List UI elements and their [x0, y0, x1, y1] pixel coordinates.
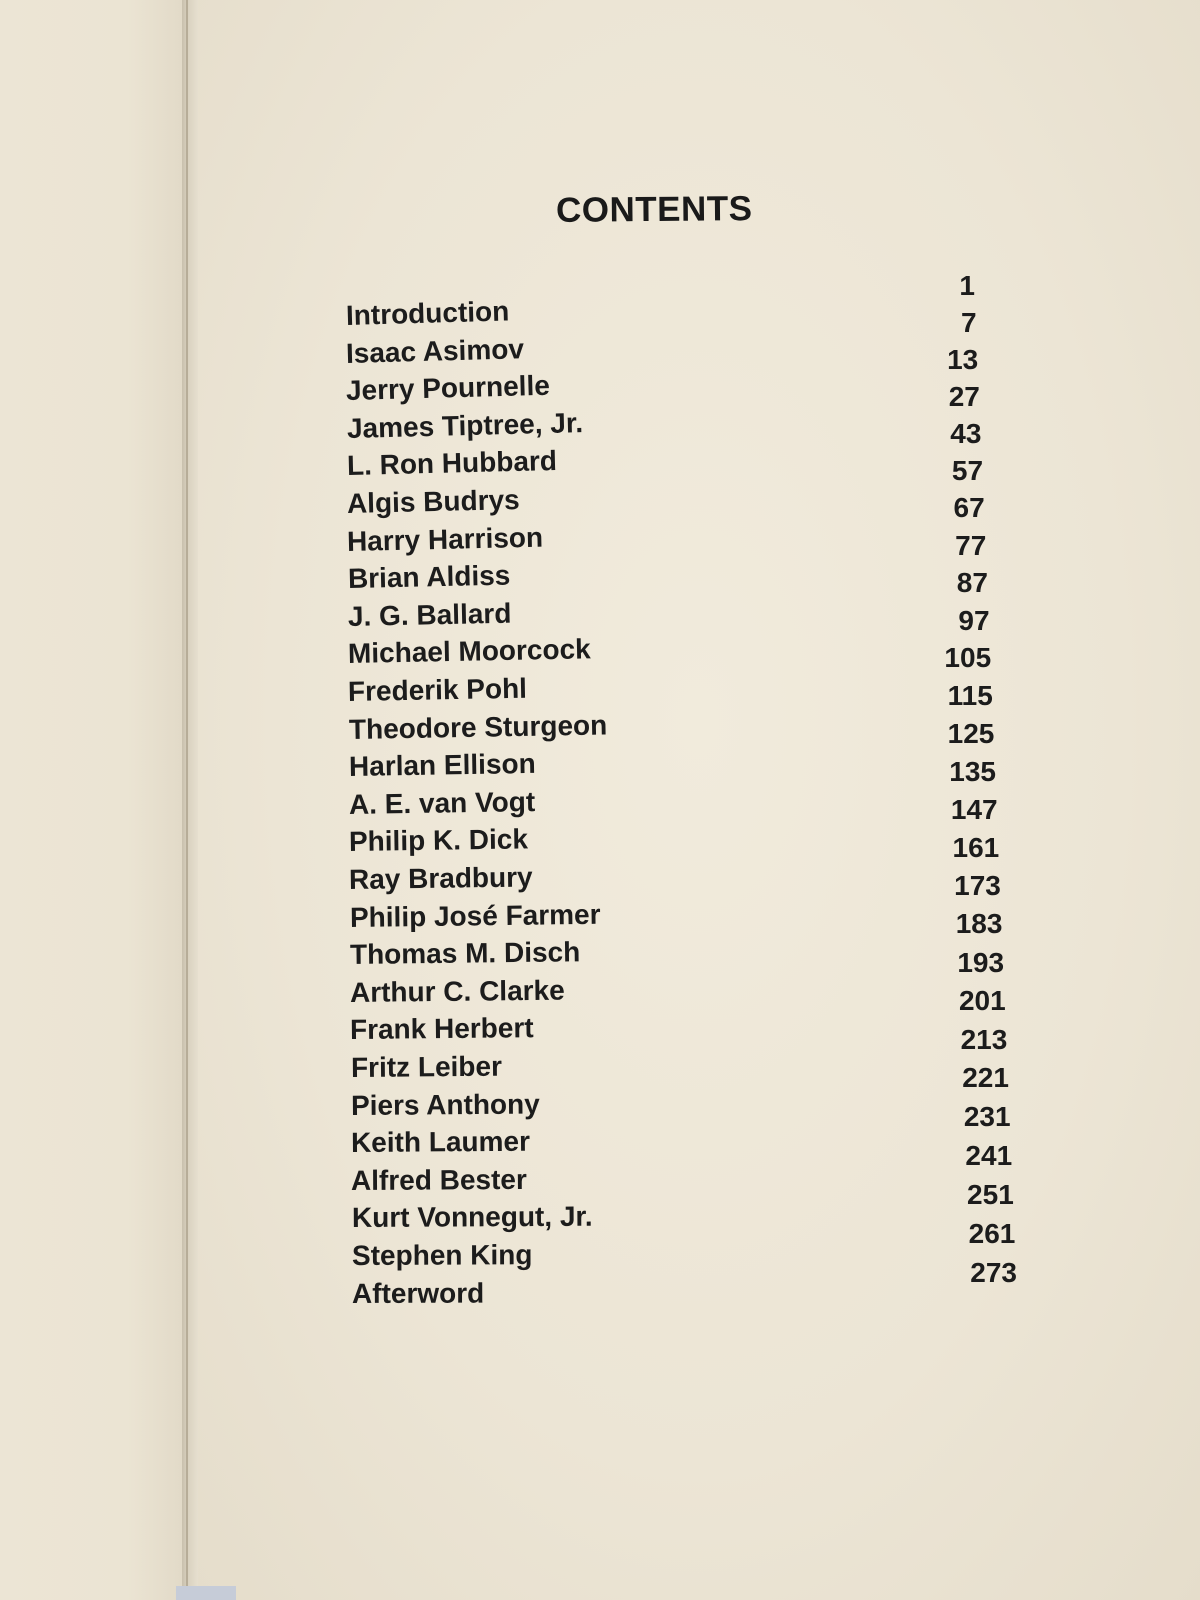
toc-entry-title: A. E. van Vogt [348, 785, 536, 820]
toc-entry-page-number: 251 [967, 1178, 1014, 1210]
toc-entry-page-number: 77 [955, 529, 987, 561]
toc-entry-page-number: 273 [970, 1256, 1017, 1288]
toc-entry-page-number: 173 [954, 869, 1001, 901]
toc-entry-page-number: 135 [949, 755, 996, 787]
toc-entry-page-number: 105 [944, 642, 992, 674]
toc-entry-title: Theodore Sturgeon [348, 709, 607, 745]
toc-entry-page-number: 201 [958, 984, 1006, 1016]
toc-entry-title: Jerry Pournelle [346, 369, 551, 407]
toc-entry-title: Alfred Bester [351, 1163, 528, 1196]
toc-entry-page-number: 221 [962, 1062, 1009, 1094]
toc-entry-page-number: 57 [951, 454, 984, 486]
toc-entry-page-number: 213 [960, 1023, 1008, 1055]
toc-entry-page-number: 67 [953, 492, 985, 524]
toc-entry-page-number: 115 [947, 679, 993, 711]
toc-entry-page-number: 261 [968, 1217, 1016, 1249]
toc-entry-page-number: 147 [950, 793, 998, 825]
toc-entry-page-number: 7 [961, 306, 977, 338]
toc-entry-page-number: 1 [959, 270, 975, 301]
toc-entry-page-number: 183 [955, 908, 1003, 940]
toc-entry-title: James Tiptree, Jr. [346, 406, 584, 444]
toc-entry-title: Kurt Vonnegut, Jr. [351, 1201, 593, 1234]
toc-entry-title: Harry Harrison [347, 521, 544, 557]
toc-entry-page-number: 231 [963, 1100, 1011, 1132]
toc-entry-page-number: 193 [957, 946, 1005, 978]
toc-entry-title: Brian Aldiss [347, 559, 511, 595]
toc-entry-title: L. Ron Hubbard [346, 445, 558, 482]
toc-entry-title: Piers Anthony [350, 1088, 540, 1121]
toc-entry-title: Ray Bradbury [349, 861, 534, 895]
toc-entry-title: Algis Budrys [346, 483, 521, 519]
toc-entry-page-number: 241 [965, 1139, 1013, 1171]
toc-entry-page-number: 97 [958, 604, 990, 636]
toc-entry-title: Arthur C. Clarke [349, 974, 566, 1008]
toc-entry-page-number: 43 [950, 417, 982, 449]
toc-entry-title: Stephen King [351, 1239, 533, 1271]
toc-entry-title: Thomas M. Disch [349, 936, 581, 971]
toc-entry-title: Keith Laumer [350, 1125, 531, 1159]
toc-entry-page-number: 13 [947, 343, 979, 375]
toc-entry-page-number: 87 [956, 566, 988, 598]
toc-entry-title: Fritz Leiber [350, 1050, 502, 1083]
toc-entry-title: Harlan Ellison [348, 748, 536, 783]
toc-entry-title: Frank Herbert [350, 1012, 535, 1046]
toc-entry-title: Frederik Pohl [348, 672, 528, 707]
contents-heading: CONTENTS [555, 189, 753, 230]
toc-entry-title: Philip José Farmer [349, 898, 601, 933]
toc-entry-title: J. G. Ballard [347, 597, 512, 632]
toc-entry-title: Isaac Asimov [345, 332, 525, 369]
toc-entry-title: Philip K. Dick [348, 823, 529, 858]
toc-entry-title: Michael Moorcock [347, 633, 592, 670]
toc-entry-page-number: 27 [948, 380, 980, 412]
toc-entry-title: Introduction [345, 295, 510, 331]
toc-entry-page-number: 125 [947, 717, 995, 749]
toc-entry-title: Afterword [351, 1277, 485, 1309]
toc-entry-page-number: 161 [952, 831, 1000, 863]
